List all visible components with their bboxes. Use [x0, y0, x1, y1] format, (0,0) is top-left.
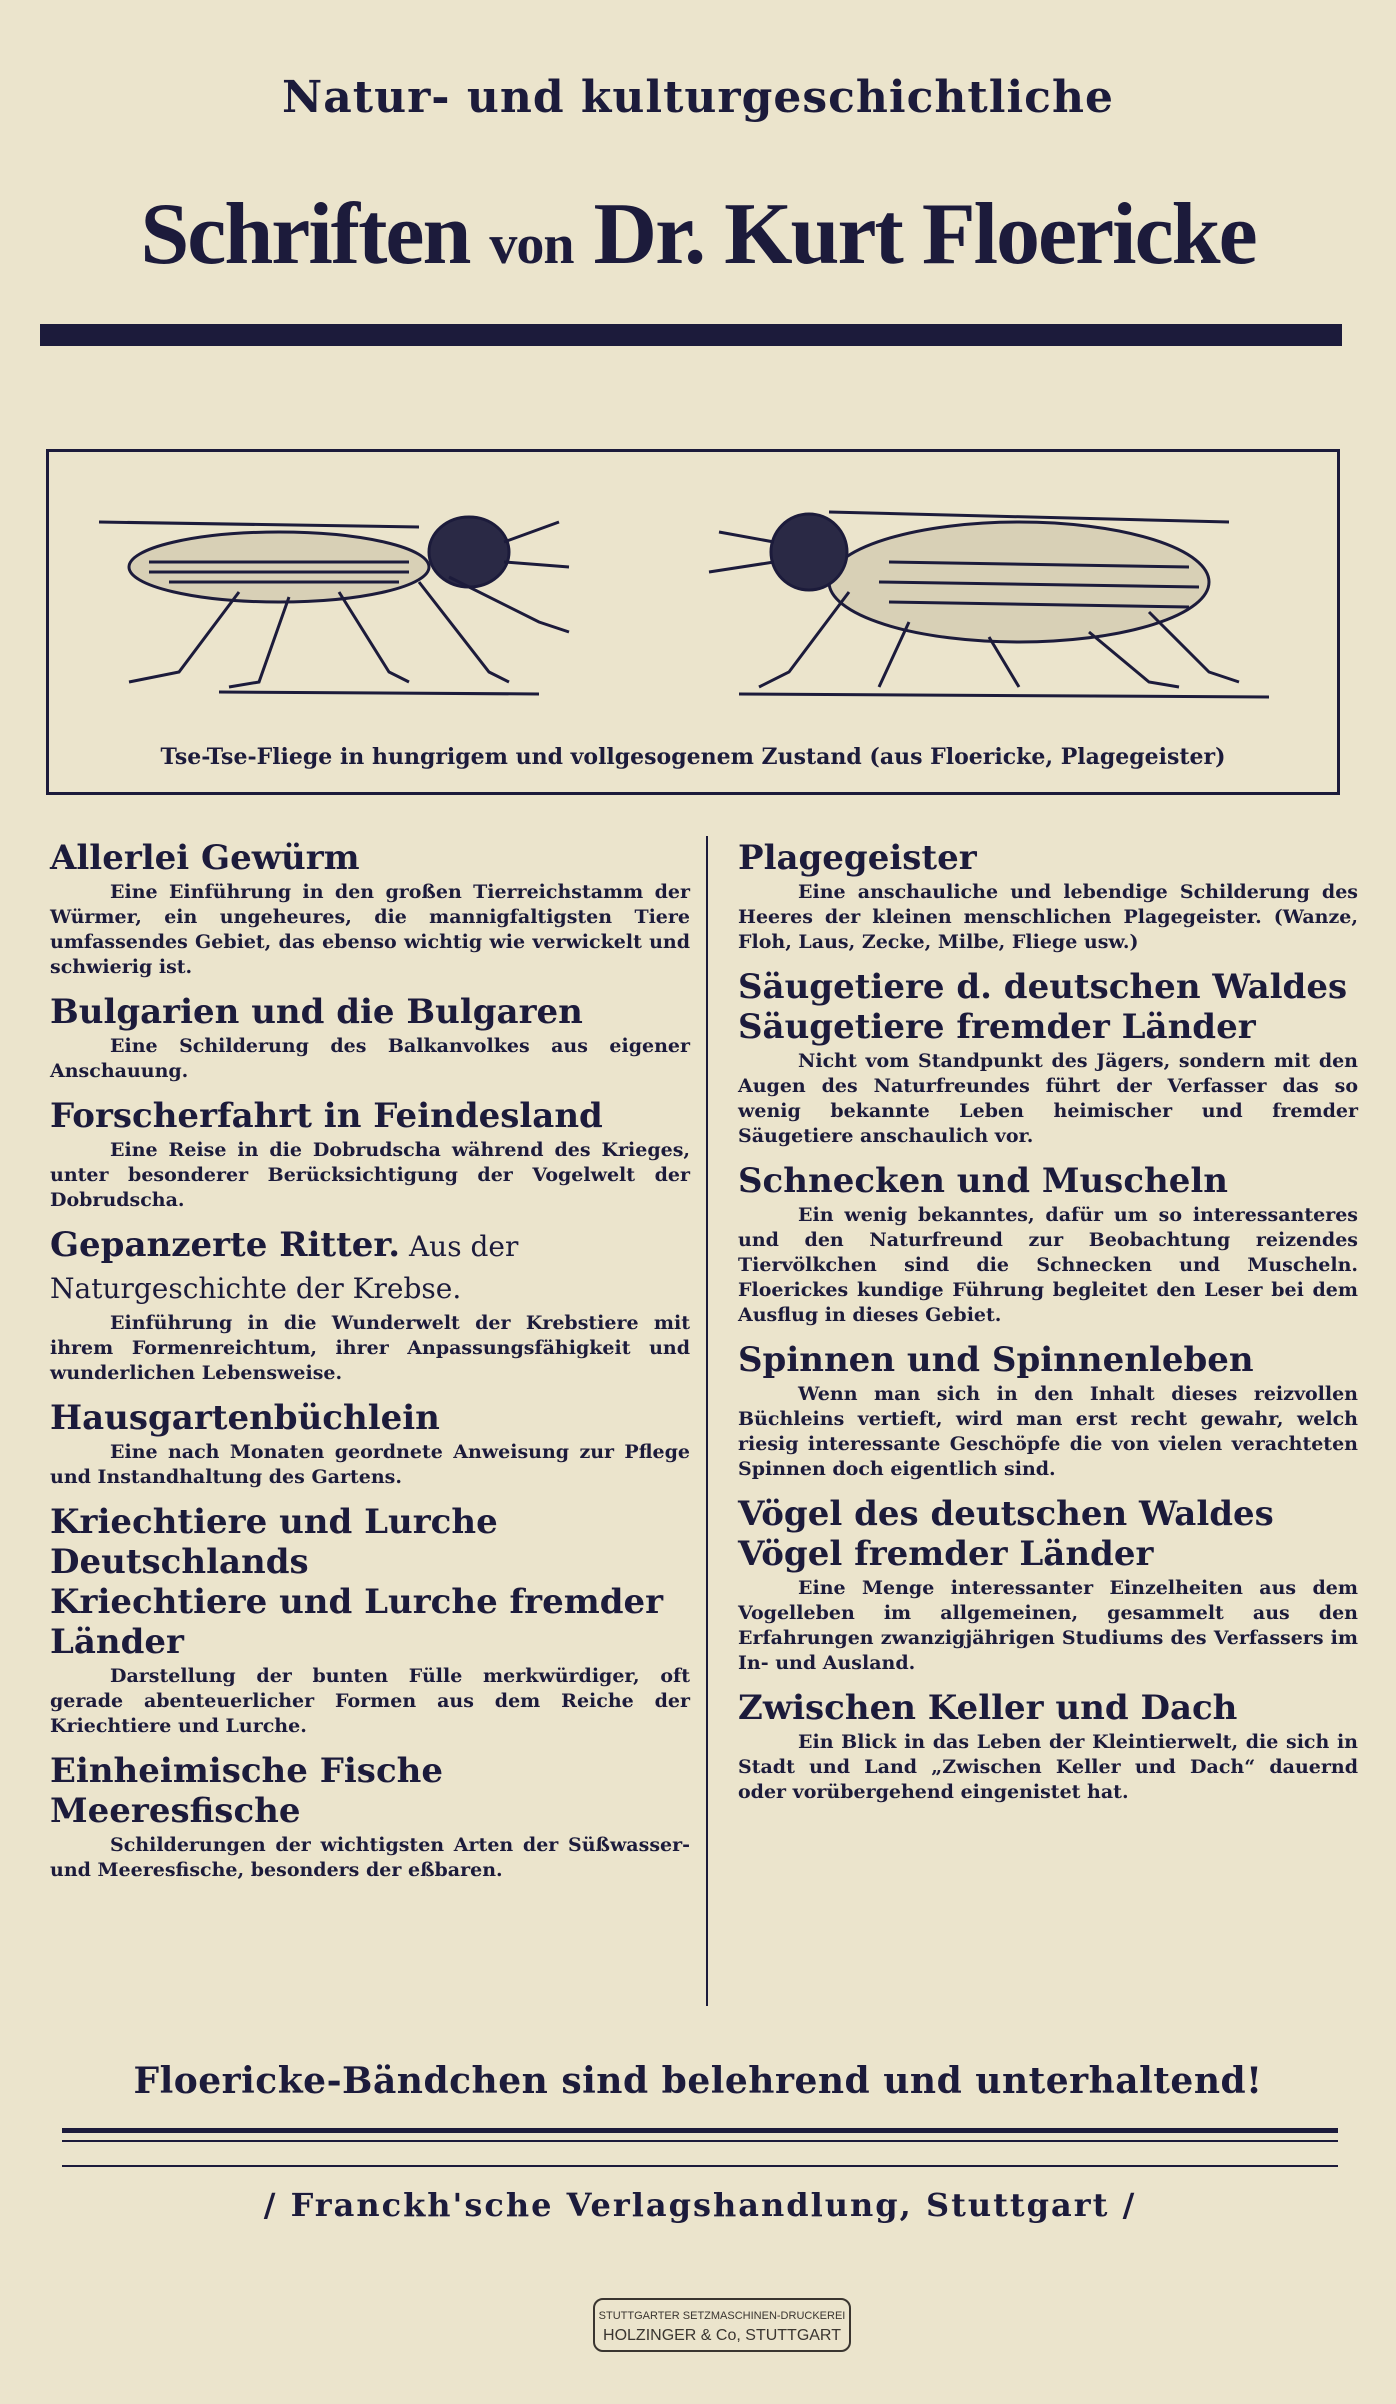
book-entry	[50, 1225, 690, 1386]
book-description: Schilderungen der wichtigsten Arten der Süßwasser- und Meeresfische, besonders der eßbaren.	[50, 1834, 690, 1881]
hungry-fly-drawing	[99, 517, 569, 694]
book-entry	[50, 1751, 690, 1883]
book-entry	[50, 1096, 690, 1213]
slogan: Floericke-Bändchen sind belehrend und unterhaltend!	[133, 2060, 1263, 2102]
engorged-fly-drawing	[709, 512, 1269, 697]
book-entry	[738, 838, 1358, 955]
book-description: Wenn man sich in den Inhalt dieses reizvollen Büchleins vertieft, wird man erst recht gewahr, welch riesig interessante Geschöpfe die von vielen verachteten Spinnen doch eigentlich sind.	[738, 1383, 1358, 1480]
book-description: Ein Blick in das Leben der Kleintierwelt, die sich in Stadt und Land „Zwischen Keller und Dach“ dauernd oder vorübergehend eingenistet hat.	[738, 1731, 1358, 1803]
header-subtitle: Natur- und kulturgeschichtliche	[282, 72, 1114, 123]
left-column	[50, 838, 690, 1895]
stamp-line-1: STUTTGARTER SETZMASCHINEN-DRUCKEREI	[598, 2310, 846, 2322]
page-title	[40, 150, 1356, 330]
book-title-suffix: Aus der Naturgeschichte der Krebse.	[50, 1230, 519, 1305]
book-entry	[738, 1494, 1358, 1676]
tsetse-fly-illustration	[89, 472, 1299, 742]
book-title: Vögel des deutschen Waldes	[738, 1494, 1274, 1534]
book-title: Zwischen Keller und Dach	[738, 1688, 1238, 1728]
book-description: Nicht vom Standpunkt des Jägers, sondern mit den Augen des Naturfreundes führt der Verfasser das so wenig bekannte Leben heimischer und fremder Säugetiere anschaulich vor.	[738, 1050, 1358, 1147]
book-description: Darstellung der bunten Fülle merkwürdiger, oft gerade abenteuerlicher Formen aus dem Reiche der Kriechtiere und Lurche.	[50, 1665, 690, 1737]
book-description: Eine nach Monaten geordnete Anweisung zur Pflege und Instandhaltung des Gartens.	[50, 1441, 690, 1488]
book-description: Eine Einführung in den großen Tierreichstamm der Würmer, ein ungeheures, die mannigfaltigsten Tiere umfassendes Gebiet, das ebenso wichtig wie verwickelt und schwierig ist.	[50, 881, 690, 978]
book-title: Säugetiere d. deutschen Waldes	[738, 967, 1348, 1007]
book-title-2: Kriechtiere und Lurche fremder Länder	[50, 1582, 664, 1662]
title-part-2: von	[489, 214, 574, 276]
book-title-2: Vögel fremder Länder	[738, 1534, 1154, 1574]
book-title-main: Gepanzerte Ritter.	[50, 1225, 401, 1265]
publisher: / Franckh'sche Verlagshandlung, Stuttgart /	[263, 2186, 1137, 2224]
divider-rule	[62, 2128, 1338, 2133]
divider-rule	[62, 2140, 1338, 2142]
book-title: Allerlei Gewürm	[50, 838, 360, 878]
book-description: Eine Reise in die Dobrudscha während des Krieges, unter besonderer Berücksichtigung der Vogelwelt der Dobrudscha.	[50, 1139, 690, 1211]
book-entry	[738, 1161, 1358, 1328]
title-part-3: Dr. Kurt Floericke	[573, 186, 1256, 283]
book-title: Hausgartenbüchlein	[50, 1398, 440, 1438]
title-part-1: Schriften	[140, 186, 490, 283]
book-title: Bulgarien und die Bulgaren	[50, 992, 583, 1032]
illustration-box	[46, 449, 1340, 795]
title-underline-bar	[40, 324, 1342, 346]
divider-rule	[62, 2165, 1338, 2167]
book-description: Ein wenig bekanntes, dafür um so interessanteres und den Naturfreund zur Beobachtung reizendes Tiervölkchen sind die Schnecken und Muscheln. Floerickes kundige Führung begleitet den Leser bei dem Ausflug in dieses Gebiet.	[738, 1204, 1358, 1326]
book-description: Einführung in die Wunderwelt der Krebstiere mit ihrem Formenreichtum, ihrer Anpassungsfähigkeit und wunderlichen Lebensweise.	[50, 1312, 690, 1384]
book-title: Kriechtiere und Lurche Deutschlands	[50, 1502, 498, 1582]
illustration-caption: Tse-Tse-Fliege in hungrigem und vollgesogenem Zustand (aus Floericke, Plagegeister)	[160, 744, 1226, 770]
stamp-line-2: HOLZINGER & Co, STUTTGART	[603, 2327, 841, 2344]
book-entry	[738, 1688, 1358, 1805]
book-entry	[50, 838, 690, 980]
book-title	[50, 1225, 690, 1309]
book-entry	[738, 967, 1358, 1149]
book-description: Eine anschauliche und lebendige Schilderung des Heeres der kleinen menschlichen Plagegeister. (Wanze, Floh, Laus, Zecke, Milbe, Fliege usw.)	[738, 881, 1358, 953]
book-entry	[738, 1340, 1358, 1482]
book-title: Spinnen und Spinnenleben	[738, 1340, 1254, 1380]
right-column	[738, 838, 1358, 1817]
book-title: Einheimische Fische	[50, 1751, 443, 1791]
book-entry	[50, 1502, 690, 1739]
printer-stamp	[593, 2298, 851, 2352]
book-title: Plagegeister	[738, 838, 977, 878]
book-description: Eine Menge interessanter Einzelheiten aus dem Vogelleben im allgemeinen, gesammelt aus den Erfahrungen zwanzigjährigen Studiums des Verfassers im In- und Ausland.	[738, 1577, 1358, 1674]
book-title-2: Meeresfische	[50, 1791, 301, 1831]
book-entry	[50, 992, 690, 1084]
book-title: Forscherfahrt in Feindesland	[50, 1096, 603, 1136]
book-entry	[50, 1398, 690, 1490]
book-title: Schnecken und Muscheln	[738, 1161, 1229, 1201]
book-title-2: Säugetiere fremder Länder	[738, 1007, 1256, 1047]
book-description: Eine Schilderung des Balkanvolkes aus eigener Anschauung.	[50, 1035, 690, 1082]
column-divider	[706, 836, 708, 2006]
